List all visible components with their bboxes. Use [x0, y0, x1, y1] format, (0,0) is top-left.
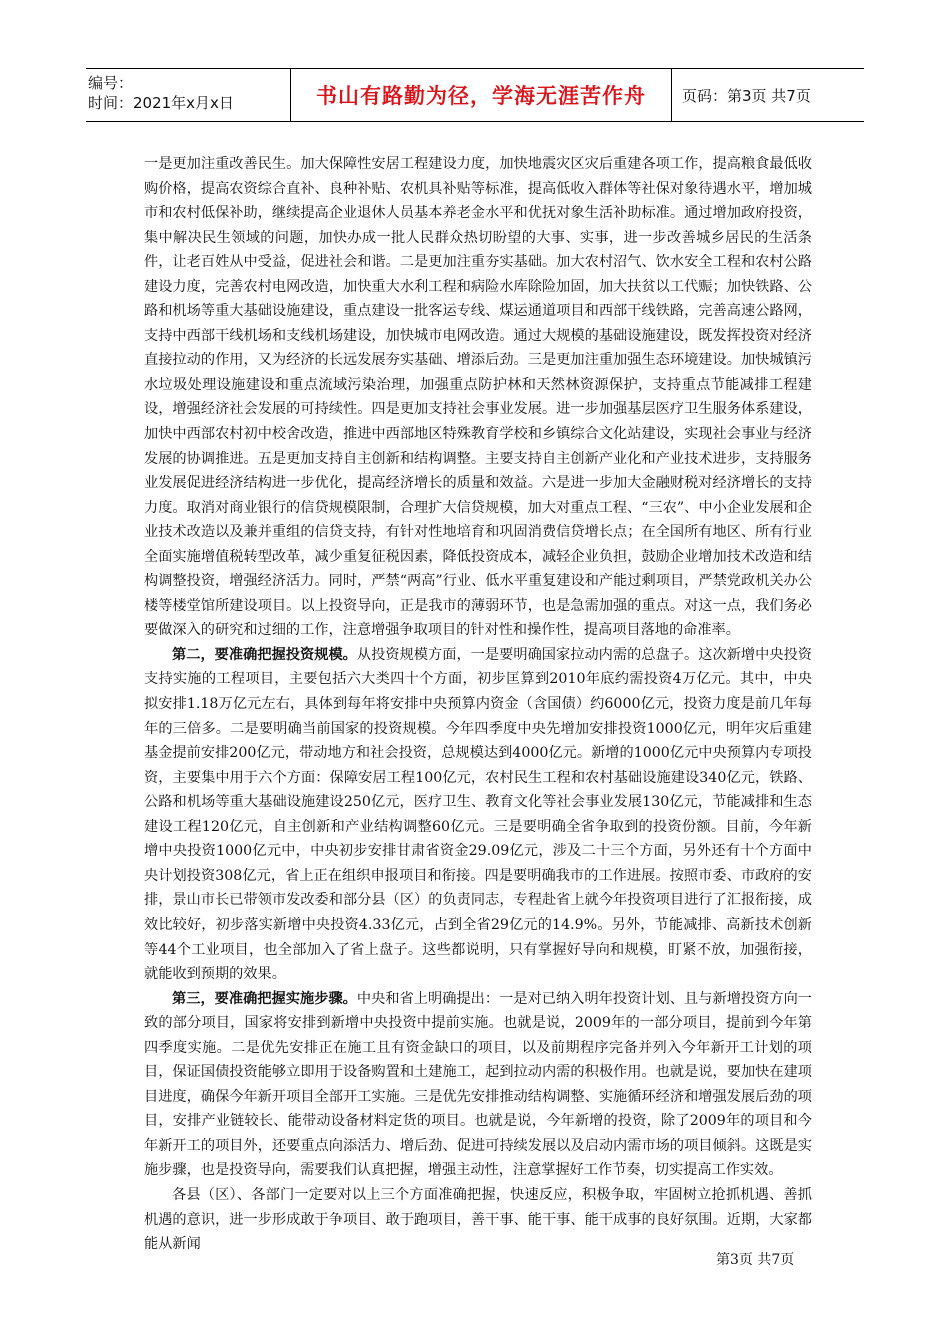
header-page-number: 页码：第3页 共7页	[682, 86, 811, 105]
page-header	[86, 68, 864, 122]
document-date-label: 时间：2021年x月x日	[88, 94, 234, 112]
document-number-label: 编号：	[88, 74, 134, 92]
paragraph-text: 各县（区）、各部门一定要对以上三个方面准确把握，快速反应，积极争取，牢固树立抢抓机遇、善抓机遇的意识，进一步形成敢于争项目、敢于跑项目，善干事、能干事、能干成事的良好氛围。近期，大家都能从新闻	[144, 1186, 812, 1253]
paragraph-text: 中央和省上明确提出：一是对已纳入明年投资计划、且与新增投资方向一致的部分项目，国家将安排到新增中央投资中提前实施。也就是说，2009年的一部分项目，提前到今年第四季度实施。二是优先安排正在施工且有资金缺口的项目，以及前期程序完备并列入今年新开工计划的项目，保证国债投资能够立即用于设备购置和土建施工，起到拉动内需的积极作用。也就是说，要加快在建项目进度，确保今年新开项目全部开工实施。三是优先安排推动结构调整、实施循环经济和增强发展后劲的项目，安排产业链较长、能带动设备材料定货的项目。也就是说，今年新增的投资，除了2009年的项目和今年新开工的项目外，还要重点向添活力、增后劲、促进可持续发展以及启动内需市场的项目倾斜。这既是实施步骤，也是投资导向，需要我们认真把握，增强主动性，注意掌握好工作节奏，切实提高工作实效。	[144, 990, 812, 1179]
header-motto: 书山有路勤为径，学海无涯苦作舟	[291, 69, 672, 121]
paragraph-text: 从投资规模方面，一是要明确国家拉动内需的总盘子。这次新增中央投资支持实施的工程项目，主要包括六大类四十个方面，初步匡算到2010年底约需投资4万亿元。其中，中央拟安排1.18万亿元左右，具体到每年将安排中央预算内资金（含国债）约6000亿元，投资力度是前几年每年的三倍多。二是要明确当前国家的投资规模。今年四季度中央先增加安排投资1000亿元，明年灾后重建基金提前安排200亿元，带动地方和社会投资，总规模达到4000亿元。新增的1000亿元中央预算内专项投资，主要集中用于六个方面：保障安居工程100亿元，农村民生工程和农村基础设施建设340亿元，铁路、公路和机场等重大基础设施建设250亿元，医疗卫生、教育文化等社会事业发展130亿元，节能减排和生态建设工程120亿元，自主创新和产业结构调整60亿元。三是要明确全省争取到的投资份额。目前，今年新增中央投资1000亿元中，中央初步安排甘肃省资金29.09亿元，涉及二十三个方面，另外还有十个方面中央计划投资308亿元，省上正在组织申报项目和衔接。四是要明确我市的工作进展。按照市委、市政府的安排，景山市长已带领市发改委和部分县（区）的负责同志，专程赴省上就今年投资项目进行了汇报衔接，成效比较好，初步落实新增中央投资4.33亿元，占到全省29亿元的14.9%。另外，节能减排、高新技术创新等44个工业项目，也全部加入了省上盘子。这些都说明，只有掌握好导向和规模，盯紧不放，加强衔接，就能收到预期的效果。	[144, 646, 812, 983]
paragraph-text: 一是更加注重改善民生。加大保障性安居工程建设力度，加快地震灾区灾后重建各项工作，提高粮食最低收购价格，提高农资综合直补、良种补贴、农机具补贴等标准，提高低收入群体等社保对象待遇水平，增加城市和农村低保补助，继续提高企业退休人员基本养老金水平和优抚对象生活补助标准。通过增加政府投资，集中解决民生领域的问题，加快办成一批人民群众热切盼望的大事、实事，进一步改善城乡居民的生活条件，让老百姓从中受益，促进社会和谐。二是更加注重夯实基础。加大农村沼气、饮水安全工程和农村公路建设力度，完善农村电网改造，加快重大水利工程和病险水库除险加固，加大扶贫以工代赈；加快铁路、公路和机场等重大基础设施建设，重点建设一批客运专线、煤运通道项目和西部干线铁路，完善高速公路网，支持中西部干线机场和支线机场建设，加快城市电网改造。通过大规模的基础设施建设，既发挥投资对经济直接拉动的作用，又为经济的长远发展夯实基础、增添后劲。三是更加注重加强生态环境建设。加快城镇污水垃圾处理设施建设和重点流域污染治理，加强重点防护林和天然林资源保护，支持重点节能减排工程建设，增强经济社会发展的可持续性。四是更加支持社会事业发展。进一步加强基层医疗卫生服务体系建设，加快中西部农村初中校舍改造，推进中西部地区特殊教育学校和乡镇综合文化站建设，实现社会事业与经济发展的协调推进。五是更加支持自主创新和结构调整。主要支持自主创新产业化和产业技术进步，支持服务业发展促进经济结构进一步优化，提高经济增长的质量和效益。六是进一步加大金融财税对经济增长的支持力度。取消对商业银行的信贷规模限制，合理扩大信贷规模，加大对重点工程、“三农”、中小企业发展和企业技术改造以及兼并重组的信贷支持，有针对性地培育和巩固消费信贷增长点；在全国所有地区、所有行业全面实施增值税转型改革，减少重复征税因素，降低投资成本，减轻企业负担，鼓励企业增加技术改造和结构调整投资，增强经济活力。同时，严禁“两高”行业、低水平重复建设和产能过剩项目，严禁党政机关办公楼等楼堂馆所建设项目。以上投资导向，正是我市的薄弱环节，也是急需加强的重点。对这一点，我们务必要做深入的研究和过细的工作，注意增强争取项目的针对性和操作性，提高项目落地的命准率。	[144, 156, 812, 639]
header-meta	[86, 69, 291, 121]
paragraph-2	[144, 643, 812, 987]
document-body	[144, 152, 812, 1257]
paragraph-3	[144, 987, 812, 1183]
paragraph-4	[144, 1183, 812, 1257]
paragraph-heading: 第二，要准确把握投资规模。	[172, 646, 357, 663]
paragraph-1	[144, 152, 812, 643]
paragraph-heading: 第三，要准确把握实施步骤。	[172, 990, 357, 1007]
page-footer: 第3页 共7页	[716, 1252, 795, 1268]
